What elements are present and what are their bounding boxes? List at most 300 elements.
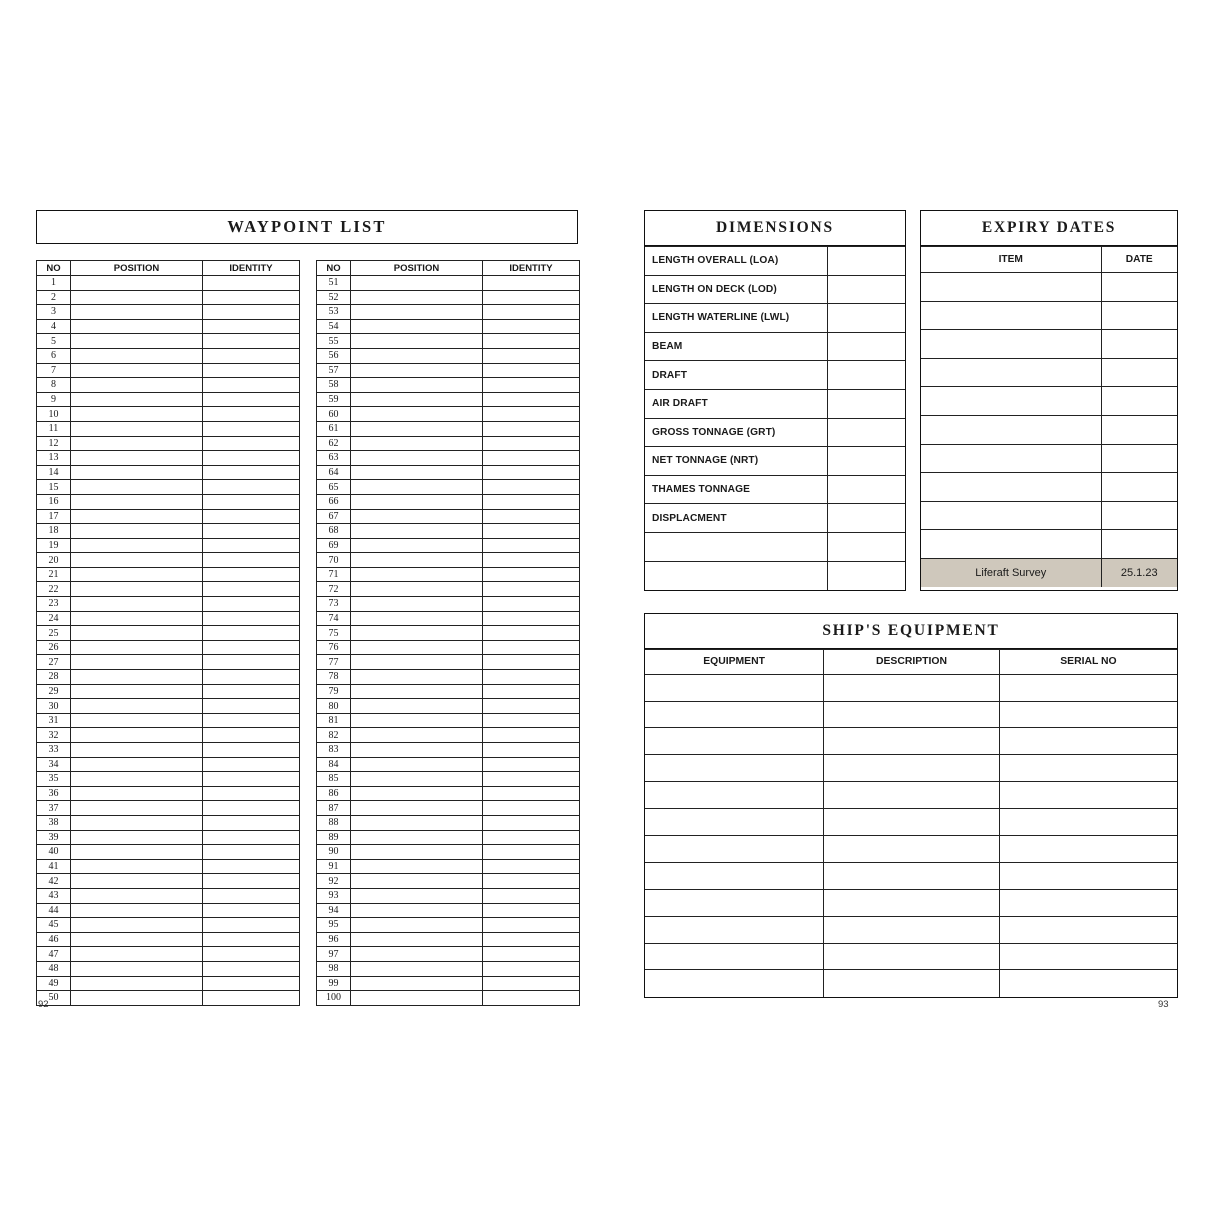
equipment-cell[interactable] — [645, 755, 824, 782]
waypoint-identity-cell[interactable] — [483, 888, 580, 903]
description-cell[interactable] — [824, 674, 1000, 701]
table-row — [645, 835, 1177, 862]
description-cell[interactable] — [824, 701, 1000, 728]
waypoint-identity-cell[interactable] — [203, 567, 300, 582]
waypoint-position-cell[interactable] — [351, 597, 483, 612]
waypoint-position-cell[interactable] — [351, 772, 483, 787]
expiry-item-cell[interactable] — [921, 444, 1101, 473]
description-cell[interactable] — [824, 835, 1000, 862]
waypoint-position-cell[interactable] — [71, 801, 203, 816]
waypoint-position-cell[interactable] — [71, 378, 203, 393]
right-page-top-row — [644, 210, 1178, 591]
expiry-item-cell[interactable] — [921, 530, 1101, 559]
waypoint-identity-cell[interactable] — [483, 786, 580, 801]
table-row — [317, 538, 580, 553]
waypoint-identity-cell[interactable] — [203, 305, 300, 320]
equipment-cell[interactable] — [645, 970, 824, 997]
waypoint-position-cell[interactable] — [351, 421, 483, 436]
expiry-item-cell[interactable] — [921, 330, 1101, 359]
expiry-item-cell[interactable] — [921, 473, 1101, 502]
equipment-cell[interactable] — [645, 943, 824, 970]
waypoint-identity-cell[interactable] — [483, 567, 580, 582]
description-cell[interactable] — [824, 889, 1000, 916]
waypoint-identity-cell[interactable] — [203, 932, 300, 947]
waypoint-position-cell[interactable] — [71, 407, 203, 422]
waypoint-identity-cell[interactable] — [483, 524, 580, 539]
waypoint-identity-cell[interactable] — [483, 597, 580, 612]
equipment-cell[interactable] — [645, 889, 824, 916]
waypoint-identity-cell[interactable] — [203, 290, 300, 305]
expiry-item-cell[interactable] — [921, 358, 1101, 387]
waypoint-position-cell[interactable] — [351, 699, 483, 714]
serial-no-cell[interactable] — [999, 755, 1177, 782]
waypoint-identity-cell[interactable] — [203, 524, 300, 539]
waypoint-position-cell[interactable] — [71, 976, 203, 991]
waypoint-identity-cell[interactable] — [483, 494, 580, 509]
waypoint-position-cell[interactable] — [351, 582, 483, 597]
waypoint-identity-cell[interactable] — [203, 494, 300, 509]
equipment-cell[interactable] — [645, 701, 824, 728]
waypoint-identity-cell[interactable] — [203, 830, 300, 845]
waypoint-position-cell[interactable] — [71, 932, 203, 947]
waypoint-position-cell[interactable] — [351, 538, 483, 553]
dimension-label: GROSS TONNAGE (GRT) — [645, 418, 827, 447]
waypoint-position-cell[interactable] — [351, 611, 483, 626]
waypoint-position-cell[interactable] — [351, 830, 483, 845]
waypoint-identity-cell[interactable] — [203, 480, 300, 495]
waypoint-position-cell[interactable] — [71, 888, 203, 903]
column-header-no: NO — [317, 261, 351, 276]
expiry-item-cell[interactable] — [921, 301, 1101, 330]
description-cell[interactable] — [824, 943, 1000, 970]
waypoint-identity-cell[interactable] — [203, 276, 300, 291]
waypoint-position-cell[interactable] — [351, 626, 483, 641]
waypoint-identity-cell[interactable] — [483, 670, 580, 685]
waypoint-position-cell[interactable] — [71, 334, 203, 349]
serial-no-cell[interactable] — [999, 728, 1177, 755]
dimension-value-cell[interactable] — [827, 447, 905, 476]
waypoint-position-cell[interactable] — [71, 538, 203, 553]
waypoint-identity-cell[interactable] — [483, 407, 580, 422]
waypoint-position-cell[interactable] — [351, 305, 483, 320]
waypoint-identity-cell[interactable] — [483, 713, 580, 728]
waypoint-identity-cell[interactable] — [483, 859, 580, 874]
waypoint-identity-cell[interactable] — [203, 772, 300, 787]
waypoint-identity-cell[interactable] — [203, 743, 300, 758]
waypoint-identity-cell[interactable] — [203, 786, 300, 801]
waypoint-position-cell[interactable] — [351, 363, 483, 378]
waypoint-number: 18 — [37, 524, 71, 539]
waypoint-position-cell[interactable] — [351, 553, 483, 568]
waypoint-position-cell[interactable] — [71, 903, 203, 918]
waypoint-position-cell[interactable] — [351, 319, 483, 334]
waypoint-position-cell[interactable] — [71, 991, 203, 1006]
waypoint-position-cell[interactable] — [351, 801, 483, 816]
dimension-value-cell[interactable] — [827, 332, 905, 361]
waypoint-identity-cell[interactable] — [203, 553, 300, 568]
waypoint-identity-cell[interactable] — [203, 363, 300, 378]
waypoint-identity-cell[interactable] — [483, 348, 580, 363]
waypoint-identity-cell[interactable] — [483, 815, 580, 830]
waypoint-identity-cell[interactable] — [203, 509, 300, 524]
expiry-date-cell[interactable] — [1101, 358, 1177, 387]
waypoint-identity-cell[interactable] — [483, 757, 580, 772]
waypoint-identity-cell[interactable] — [483, 451, 580, 466]
waypoint-identity-cell[interactable] — [483, 276, 580, 291]
waypoint-identity-cell[interactable] — [203, 421, 300, 436]
expiry-date-cell[interactable] — [1101, 415, 1177, 444]
waypoint-position-cell[interactable] — [351, 918, 483, 933]
waypoint-identity-cell[interactable] — [203, 684, 300, 699]
waypoint-identity-cell[interactable] — [483, 290, 580, 305]
waypoint-position-cell[interactable] — [71, 772, 203, 787]
waypoint-identity-cell[interactable] — [203, 319, 300, 334]
equipment-cell[interactable] — [645, 674, 824, 701]
waypoint-number: 22 — [37, 582, 71, 597]
serial-no-cell[interactable] — [999, 943, 1177, 970]
serial-no-cell[interactable] — [999, 782, 1177, 809]
serial-no-cell[interactable] — [999, 701, 1177, 728]
waypoint-position-cell[interactable] — [351, 509, 483, 524]
table-row — [37, 684, 300, 699]
dimension-value-cell[interactable] — [827, 304, 905, 333]
waypoint-identity-cell[interactable] — [483, 582, 580, 597]
waypoint-position-cell[interactable] — [351, 976, 483, 991]
waypoint-position-cell[interactable] — [71, 392, 203, 407]
waypoint-position-cell[interactable] — [351, 874, 483, 889]
waypoint-identity-cell[interactable] — [483, 684, 580, 699]
waypoint-identity-cell[interactable] — [203, 640, 300, 655]
description-cell[interactable] — [824, 970, 1000, 997]
waypoint-identity-cell[interactable] — [203, 874, 300, 889]
expiry-item-cell[interactable] — [921, 273, 1101, 302]
column-header-identity: IDENTITY — [203, 261, 300, 276]
waypoint-identity-cell[interactable] — [203, 655, 300, 670]
waypoint-position-cell[interactable] — [351, 932, 483, 947]
waypoint-identity-cell[interactable] — [483, 363, 580, 378]
waypoint-position-cell[interactable] — [351, 961, 483, 976]
waypoint-position-cell[interactable] — [351, 903, 483, 918]
description-cell[interactable] — [824, 809, 1000, 836]
waypoint-position-cell[interactable] — [71, 465, 203, 480]
table-row — [37, 465, 300, 480]
serial-no-cell[interactable] — [999, 674, 1177, 701]
waypoint-identity-cell[interactable] — [483, 903, 580, 918]
description-cell[interactable] — [824, 916, 1000, 943]
waypoint-identity-cell[interactable] — [203, 626, 300, 641]
waypoint-identity-cell[interactable] — [483, 830, 580, 845]
dimension-value-cell[interactable] — [827, 275, 905, 304]
waypoint-position-cell[interactable] — [351, 859, 483, 874]
waypoint-identity-cell[interactable] — [203, 991, 300, 1006]
waypoint-number: 98 — [317, 961, 351, 976]
waypoint-position-cell[interactable] — [351, 436, 483, 451]
waypoint-position-cell[interactable] — [351, 757, 483, 772]
waypoint-identity-cell[interactable] — [203, 728, 300, 743]
waypoint-position-cell[interactable] — [71, 786, 203, 801]
waypoint-identity-cell[interactable] — [483, 334, 580, 349]
waypoint-identity-cell[interactable] — [203, 611, 300, 626]
equipment-cell[interactable] — [645, 862, 824, 889]
serial-no-cell[interactable] — [999, 835, 1177, 862]
waypoint-position-cell[interactable] — [71, 713, 203, 728]
dimension-value-cell[interactable] — [827, 247, 905, 276]
expiry-date-cell[interactable] — [1101, 273, 1177, 302]
waypoint-position-cell[interactable] — [351, 465, 483, 480]
serial-no-cell[interactable] — [999, 862, 1177, 889]
waypoint-identity-cell[interactable] — [483, 655, 580, 670]
dimension-value-cell[interactable] — [827, 361, 905, 390]
waypoint-identity-cell[interactable] — [483, 509, 580, 524]
waypoint-position-cell[interactable] — [351, 815, 483, 830]
waypoint-position-cell[interactable] — [351, 845, 483, 860]
equipment-cell[interactable] — [645, 835, 824, 862]
waypoint-identity-cell[interactable] — [483, 699, 580, 714]
waypoint-identity-cell[interactable] — [203, 407, 300, 422]
waypoint-position-cell[interactable] — [71, 348, 203, 363]
waypoint-number: 63 — [317, 451, 351, 466]
dimension-value-cell[interactable] — [827, 504, 905, 533]
waypoint-number: 61 — [317, 421, 351, 436]
waypoint-position-cell[interactable] — [71, 743, 203, 758]
waypoint-identity-cell[interactable] — [203, 757, 300, 772]
expiry-date-cell[interactable] — [1101, 387, 1177, 416]
waypoint-identity-cell[interactable] — [483, 918, 580, 933]
waypoint-identity-cell[interactable] — [483, 626, 580, 641]
expiry-date-cell[interactable] — [1101, 330, 1177, 359]
waypoint-position-cell[interactable] — [351, 348, 483, 363]
waypoint-identity-cell[interactable] — [483, 553, 580, 568]
table-row — [645, 782, 1177, 809]
dimension-value-cell[interactable] — [827, 561, 905, 590]
dimension-value-cell[interactable] — [827, 418, 905, 447]
table-row — [317, 640, 580, 655]
expiry-item-cell[interactable] — [921, 415, 1101, 444]
description-cell[interactable] — [824, 862, 1000, 889]
serial-no-cell[interactable] — [999, 916, 1177, 943]
waypoint-position-cell[interactable] — [71, 845, 203, 860]
waypoint-position-cell[interactable] — [71, 305, 203, 320]
equipment-cell[interactable] — [645, 782, 824, 809]
waypoint-identity-cell[interactable] — [203, 348, 300, 363]
waypoint-identity-cell[interactable] — [483, 961, 580, 976]
waypoint-position-cell[interactable] — [351, 991, 483, 1006]
waypoint-identity-cell[interactable] — [483, 874, 580, 889]
waypoint-position-cell[interactable] — [71, 830, 203, 845]
waypoint-position-cell[interactable] — [71, 655, 203, 670]
waypoint-position-cell[interactable] — [71, 436, 203, 451]
waypoint-position-cell[interactable] — [71, 524, 203, 539]
waypoint-identity-cell[interactable] — [203, 465, 300, 480]
waypoint-position-cell[interactable] — [71, 699, 203, 714]
waypoint-identity-cell[interactable] — [203, 713, 300, 728]
waypoint-identity-cell[interactable] — [203, 801, 300, 816]
dimension-value-cell[interactable] — [827, 475, 905, 504]
description-cell[interactable] — [824, 782, 1000, 809]
waypoint-identity-cell[interactable] — [483, 465, 580, 480]
waypoint-position-cell[interactable] — [71, 918, 203, 933]
waypoint-identity-cell[interactable] — [203, 538, 300, 553]
expiry-date-cell[interactable] — [1101, 530, 1177, 559]
waypoint-identity-cell[interactable] — [483, 991, 580, 1006]
serial-no-cell[interactable] — [999, 889, 1177, 916]
waypoint-number: 32 — [37, 728, 71, 743]
waypoint-identity-cell[interactable] — [483, 611, 580, 626]
waypoint-position-cell[interactable] — [351, 786, 483, 801]
waypoint-position-cell[interactable] — [351, 743, 483, 758]
waypoint-number: 35 — [37, 772, 71, 787]
waypoint-identity-cell[interactable] — [483, 436, 580, 451]
description-cell[interactable] — [824, 755, 1000, 782]
table-row — [645, 561, 905, 590]
waypoint-identity-cell[interactable] — [483, 801, 580, 816]
waypoint-position-cell[interactable] — [71, 757, 203, 772]
waypoint-identity-cell[interactable] — [203, 699, 300, 714]
waypoint-position-cell[interactable] — [351, 494, 483, 509]
waypoint-identity-cell[interactable] — [483, 947, 580, 962]
waypoint-position-cell[interactable] — [71, 480, 203, 495]
waypoint-identity-cell[interactable] — [483, 976, 580, 991]
waypoint-position-cell[interactable] — [351, 655, 483, 670]
waypoint-identity-cell[interactable] — [203, 961, 300, 976]
waypoint-position-cell[interactable] — [71, 947, 203, 962]
expiry-date-cell[interactable] — [1101, 473, 1177, 502]
table-row — [921, 558, 1177, 587]
waypoint-identity-cell[interactable] — [483, 728, 580, 743]
waypoint-position-cell[interactable] — [71, 494, 203, 509]
waypoint-position-cell[interactable] — [351, 378, 483, 393]
waypoint-position-cell[interactable] — [71, 640, 203, 655]
waypoint-position-cell[interactable] — [351, 728, 483, 743]
waypoint-identity-cell[interactable] — [203, 845, 300, 860]
waypoint-identity-cell[interactable] — [203, 582, 300, 597]
waypoint-position-cell[interactable] — [351, 947, 483, 962]
waypoint-position-cell[interactable] — [351, 888, 483, 903]
waypoint-position-cell[interactable] — [71, 859, 203, 874]
waypoint-identity-cell[interactable] — [483, 319, 580, 334]
expiry-date-cell[interactable] — [1101, 301, 1177, 330]
table-row — [37, 699, 300, 714]
waypoint-position-cell[interactable] — [351, 640, 483, 655]
waypoint-position-cell[interactable] — [71, 319, 203, 334]
waypoint-identity-cell[interactable] — [203, 918, 300, 933]
waypoint-identity-cell[interactable] — [483, 640, 580, 655]
waypoint-position-cell[interactable] — [71, 276, 203, 291]
description-cell[interactable] — [824, 728, 1000, 755]
dimension-value-cell[interactable] — [827, 389, 905, 418]
waypoint-position-cell[interactable] — [71, 290, 203, 305]
waypoint-identity-cell[interactable] — [203, 859, 300, 874]
waypoint-position-cell[interactable] — [71, 874, 203, 889]
waypoint-table-1-50 — [36, 260, 300, 1006]
waypoint-identity-cell[interactable] — [483, 392, 580, 407]
waypoint-position-cell[interactable] — [71, 553, 203, 568]
waypoint-identity-cell[interactable] — [203, 378, 300, 393]
waypoint-identity-cell[interactable] — [203, 815, 300, 830]
waypoint-identity-cell[interactable] — [203, 903, 300, 918]
waypoint-identity-cell[interactable] — [203, 670, 300, 685]
waypoint-position-cell[interactable] — [71, 421, 203, 436]
waypoint-identity-cell[interactable] — [483, 932, 580, 947]
waypoint-number: 33 — [37, 743, 71, 758]
waypoint-identity-cell[interactable] — [203, 947, 300, 962]
waypoint-identity-cell[interactable] — [483, 378, 580, 393]
waypoint-identity-cell[interactable] — [483, 845, 580, 860]
waypoint-identity-cell[interactable] — [203, 888, 300, 903]
waypoint-position-cell[interactable] — [71, 363, 203, 378]
waypoint-position-cell[interactable] — [71, 509, 203, 524]
waypoint-identity-cell[interactable] — [483, 772, 580, 787]
waypoint-position-cell[interactable] — [351, 480, 483, 495]
waypoint-number: 46 — [37, 932, 71, 947]
waypoint-position-cell[interactable] — [351, 567, 483, 582]
waypoint-position-cell[interactable] — [351, 524, 483, 539]
expiry-item-cell[interactable] — [921, 501, 1101, 530]
equipment-cell[interactable] — [645, 916, 824, 943]
equipment-cell[interactable] — [645, 728, 824, 755]
waypoint-identity-cell[interactable] — [203, 451, 300, 466]
waypoint-position-cell[interactable] — [71, 728, 203, 743]
waypoint-position-cell[interactable] — [71, 451, 203, 466]
table-row — [317, 611, 580, 626]
waypoint-position-cell[interactable] — [71, 670, 203, 685]
waypoint-identity-cell[interactable] — [483, 538, 580, 553]
waypoint-identity-cell[interactable] — [203, 976, 300, 991]
table-header-row — [317, 261, 580, 276]
waypoint-number: 47 — [37, 947, 71, 962]
waypoint-identity-cell[interactable] — [203, 597, 300, 612]
waypoint-identity-cell[interactable] — [203, 334, 300, 349]
waypoint-position-cell[interactable] — [71, 626, 203, 641]
waypoint-identity-cell[interactable] — [203, 436, 300, 451]
waypoint-position-cell[interactable] — [351, 684, 483, 699]
dimension-value-cell[interactable] — [827, 532, 905, 561]
waypoint-position-cell[interactable] — [351, 392, 483, 407]
waypoint-identity-cell[interactable] — [203, 392, 300, 407]
expiry-item-cell[interactable]: Liferaft Survey — [921, 558, 1101, 587]
waypoint-position-cell[interactable] — [71, 582, 203, 597]
serial-no-cell[interactable] — [999, 809, 1177, 836]
serial-no-cell[interactable] — [999, 970, 1177, 997]
waypoint-position-cell[interactable] — [351, 290, 483, 305]
waypoint-identity-cell[interactable] — [483, 480, 580, 495]
waypoint-number: 6 — [37, 348, 71, 363]
waypoint-position-cell[interactable] — [71, 684, 203, 699]
table-row — [645, 701, 1177, 728]
waypoint-position-cell[interactable] — [351, 407, 483, 422]
waypoint-identity-cell[interactable] — [483, 421, 580, 436]
waypoint-identity-cell[interactable] — [483, 743, 580, 758]
waypoint-position-cell[interactable] — [351, 451, 483, 466]
waypoint-position-cell[interactable] — [71, 597, 203, 612]
expiry-date-cell[interactable] — [1101, 444, 1177, 473]
waypoint-position-cell[interactable] — [351, 276, 483, 291]
waypoint-position-cell[interactable] — [351, 713, 483, 728]
waypoint-identity-cell[interactable] — [483, 305, 580, 320]
expiry-date-cell[interactable] — [1101, 501, 1177, 530]
waypoint-position-cell[interactable] — [351, 670, 483, 685]
waypoint-position-cell[interactable] — [71, 815, 203, 830]
waypoint-position-cell[interactable] — [351, 334, 483, 349]
equipment-cell[interactable] — [645, 809, 824, 836]
waypoint-position-cell[interactable] — [71, 961, 203, 976]
expiry-date-cell[interactable]: 25.1.23 — [1101, 558, 1177, 587]
table-row — [645, 862, 1177, 889]
waypoint-number: 71 — [317, 567, 351, 582]
waypoint-position-cell[interactable] — [71, 611, 203, 626]
expiry-item-cell[interactable] — [921, 387, 1101, 416]
waypoint-position-cell[interactable] — [71, 567, 203, 582]
